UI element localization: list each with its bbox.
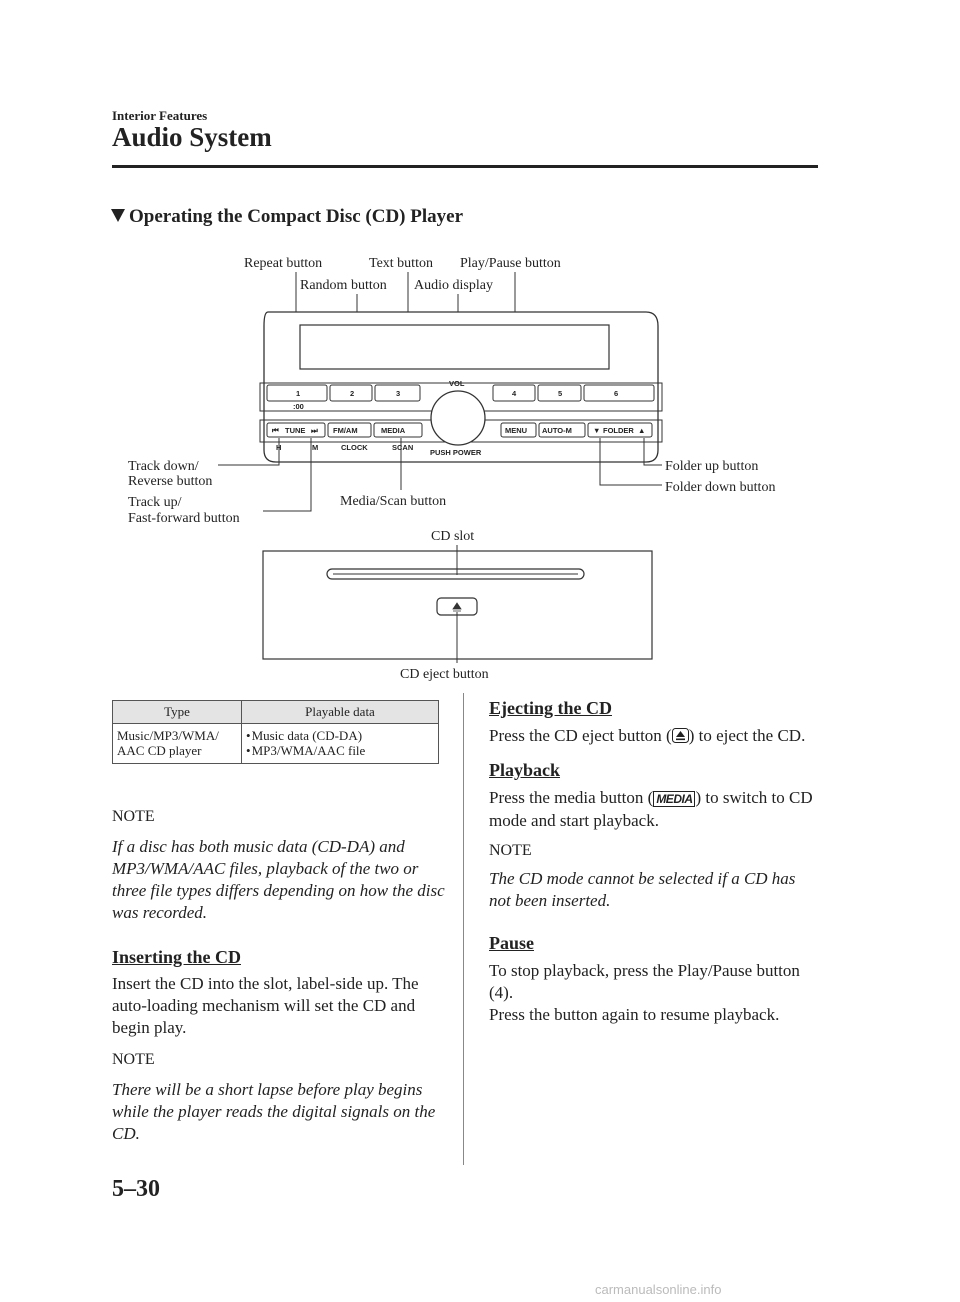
audio-display-callout: Audio display [414, 278, 493, 293]
inserting-text: Insert the CD into the slot, label-side up. The auto-loading mechanism will set the CD and begin play. [112, 974, 419, 1037]
preset-button-6[interactable] [584, 385, 654, 401]
page-title: Audio System [112, 122, 272, 152]
ejecting-text [489, 725, 819, 747]
audio-panel [260, 312, 662, 462]
watermark: carmanualsonline.info [595, 1282, 722, 1297]
auto-m-label: AUTO-M [542, 426, 572, 435]
eject-icon [672, 728, 689, 743]
note-heading-2: NOTE [112, 1051, 155, 1068]
note-text: If a disc has both music data (CD-DA) and MP3/WMA/AAC files, playback of the two or three file types differs depending on how the disc was recorded. [112, 837, 445, 922]
table-header-data: Playable data [242, 701, 439, 724]
folder-down-icon: ▼ [593, 426, 601, 435]
page-chapter: 5 [112, 1176, 124, 1202]
pause-text-2: Press the button again to resume playback. [489, 1005, 780, 1024]
skip-forward-icon: ⏭ [311, 426, 318, 435]
playback-text [489, 787, 819, 832]
hour-label: H [276, 443, 282, 452]
folder-down-callout: Folder down button [665, 480, 776, 495]
track-down-callout-1: Track down/ [128, 459, 199, 474]
preset-2-label: 2 [350, 389, 355, 398]
type-line-1: Music/MP3/WMA/ [117, 728, 219, 743]
type-cell [113, 724, 242, 764]
column-divider [463, 693, 464, 1165]
text-callout: Text button [369, 256, 433, 271]
page-number: 5–30 [112, 1176, 160, 1202]
volume-knob[interactable] [431, 391, 485, 445]
ejecting-text-1: Press the CD eject button ( [489, 726, 672, 745]
inserting-heading: Inserting the CD [112, 947, 241, 967]
play-pause-callout: Play/Pause button [460, 256, 561, 271]
preset-1-label: 1 [296, 389, 301, 398]
pause-text-1: To stop playback, press the Play/Pause button (4). [489, 961, 800, 1002]
type-line-2: AAC CD player [117, 743, 202, 758]
note-heading-3: NOTE [489, 842, 532, 859]
data-item-1: • Music data (CD-DA) [246, 728, 434, 743]
track-up-callout-1: Track up/ [128, 495, 182, 510]
clock-colon-label: :00 [293, 402, 304, 411]
ejecting-heading: Ejecting the CD [489, 698, 612, 718]
note-text-2: There will be a short lapse before play begins while the player reads the digital signals on the CD. [112, 1080, 436, 1143]
fm-am-label: FM/AM [333, 426, 358, 435]
subheading-text: Operating the Compact Disc (CD) Player [129, 206, 464, 227]
track-up-callout-2: Fast-forward button [128, 511, 240, 526]
data-cell [242, 724, 439, 764]
folder-label: FOLDER [603, 426, 634, 435]
pause-heading: Pause [489, 933, 534, 953]
vol-label: VOL [449, 379, 465, 388]
media-icon: MEDIA [653, 791, 695, 807]
page-num: 30 [136, 1176, 160, 1202]
ejecting-text-2: ) to eject the CD. [688, 726, 806, 745]
note-text-3: The CD mode cannot be selected if a CD has not been inserted. [489, 869, 796, 910]
table-row [113, 724, 439, 764]
repeat-callout: Repeat button [244, 256, 323, 271]
playable-data-table [112, 700, 439, 764]
random-callout: Random button [300, 278, 387, 293]
table-header-type: Type [113, 701, 242, 724]
folder-up-callout: Folder up button [665, 459, 759, 474]
media-label: MEDIA [381, 426, 406, 435]
cd-eject-callout: CD eject button [400, 667, 489, 682]
menu-label: MENU [505, 426, 528, 435]
audio-display [300, 325, 609, 369]
scan-label: SCAN [392, 443, 414, 452]
preset-4-label: 4 [512, 389, 517, 398]
clock-label: CLOCK [341, 443, 368, 452]
left-column [112, 806, 447, 1145]
media-scan-callout: Media/Scan button [340, 494, 447, 509]
folder-up-icon: ▲ [638, 426, 646, 435]
cd-slot-callout: CD slot [431, 529, 475, 544]
note-heading: NOTE [112, 808, 155, 825]
playback-heading: Playback [489, 760, 561, 780]
push-power-label: PUSH POWER [430, 448, 482, 457]
tune-label: TUNE [285, 426, 306, 435]
section-label: Interior Features [112, 108, 208, 123]
minute-label: M [312, 443, 319, 452]
playback-text-2: ) to switch to CD mode and start playback. [489, 788, 813, 830]
preset-3-label: 3 [396, 389, 401, 398]
skip-back-icon: ⏮ [272, 426, 279, 435]
track-down-callout-2: Reverse button [128, 474, 213, 489]
data-item-2: • MP3/WMA/AAC file [246, 743, 434, 758]
preset-5-label: 5 [558, 389, 563, 398]
playback-text-1: Press the media button ( [489, 788, 654, 807]
preset-6-label: 6 [614, 389, 619, 398]
right-column [489, 697, 819, 1026]
